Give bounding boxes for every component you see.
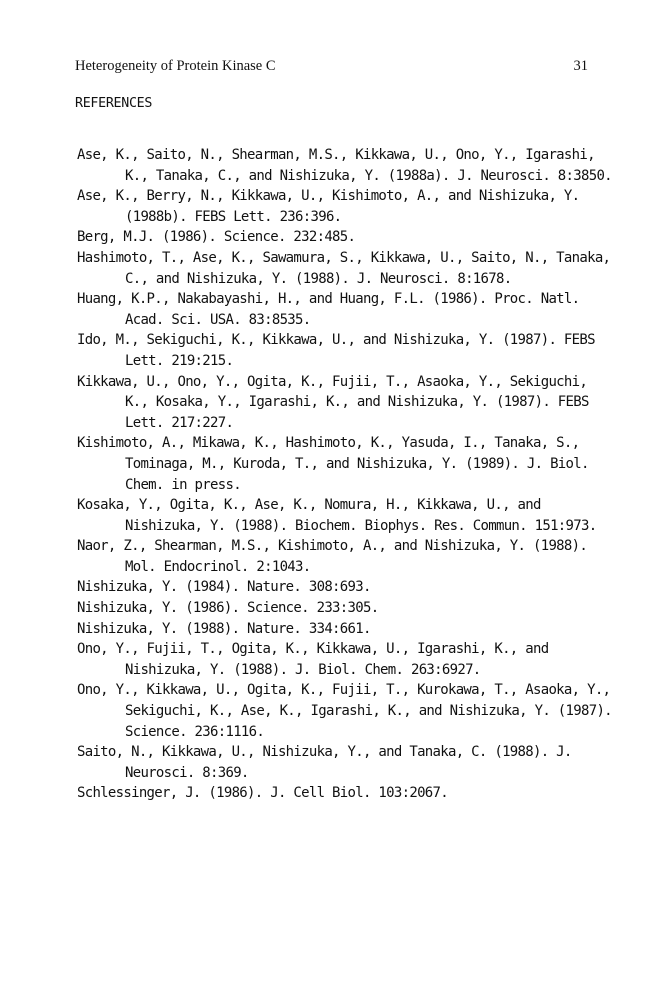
reference-item: Ido, M., Sekiguchi, K., Kikkawa, U., and Nishizuka, Y. (1987). FEBS Lett. 219:215. bbox=[77, 332, 595, 369]
reference-item: Nishizuka, Y. (1988). Nature. 334:661. bbox=[77, 620, 371, 637]
reference-item: Saito, N., Kikkawa, U., Nishizuka, Y., and Tanaka, C. (1988). J. Neurosci. 8:369. bbox=[77, 744, 572, 781]
reference-item: Ono, Y., Kikkawa, U., Ogita, K., Fujii, T., Kurokawa, T., Asaoka, Y., Sekiguchi, K., Ase, K., Igarashi, K., and Nishizuka, Y. (1987). Science. 236:1116. bbox=[77, 682, 612, 740]
section-heading: REFERENCES bbox=[75, 96, 153, 111]
reference-item: Nishizuka, Y. (1984). Nature. 308:693. bbox=[77, 579, 371, 596]
running-head: Heterogeneity of Protein Kinase C bbox=[75, 58, 276, 74]
reference-item: Kikkawa, U., Ono, Y., Ogita, K., Fujii, T., Asaoka, Y., Sekiguchi, K., Kosaka, Y., Igarashi, K., and Nishizuka, Y. (1987). FEBS Lett. 217:227. bbox=[77, 373, 589, 431]
reference-item: Kishimoto, A., Mikawa, K., Hashimoto, K., Yasuda, I., Tanaka, S., Tominaga, M., Kuroda, T., and Nishizuka, Y. (1989). J. Biol. Chem. in press. bbox=[77, 435, 589, 493]
reference-item: Kosaka, Y., Ogita, K., Ase, K., Nomura, H., Kikkawa, U., and Nishizuka, Y. (1988). Biochem. Biophys. Res. Commun. 151:973. bbox=[77, 497, 597, 534]
reference-item: Berg, M.J. (1986). Science. 232:485. bbox=[77, 229, 356, 246]
reference-item: Schlessinger, J. (1986). J. Cell Biol. 103:2067. bbox=[77, 785, 448, 802]
reference-item: Ase, K., Saito, N., Shearman, M.S., Kikkawa, U., Ono, Y., Igarashi, K., Tanaka, C., and Nishizuka, Y. (1988a). J. Neurosci. 8:3850. bbox=[77, 147, 612, 184]
reference-list bbox=[77, 145, 617, 804]
reference-item: Naor, Z., Shearman, M.S., Kishimoto, A., and Nishizuka, Y. (1988). Mol. Endocrinol. 2:1043. bbox=[77, 538, 588, 575]
reference-item: Ono, Y., Fujii, T., Ogita, K., Kikkawa, U., Igarashi, K., and Nishizuka, Y. (1988). J. Biol. Chem. 263:6927. bbox=[77, 641, 549, 678]
reference-item: Ase, K., Berry, N., Kikkawa, U., Kishimoto, A., and Nishizuka, Y. (1988b). FEBS Lett. 236:396. bbox=[77, 188, 580, 225]
page-number: 31 bbox=[573, 58, 588, 74]
reference-item: Nishizuka, Y. (1986). Science. 233:305. bbox=[77, 600, 379, 617]
reference-item: Hashimoto, T., Ase, K., Sawamura, S., Kikkawa, U., Saito, N., Tanaka, C., and Nishizuka, Y. (1988). J. Neurosci. 8:1678. bbox=[77, 249, 611, 287]
reference-item: Huang, K.P., Nakabayashi, H., and Huang, F.L. (1986). Proc. Natl. Acad. Sci. USA. 83:8535. bbox=[77, 291, 580, 328]
